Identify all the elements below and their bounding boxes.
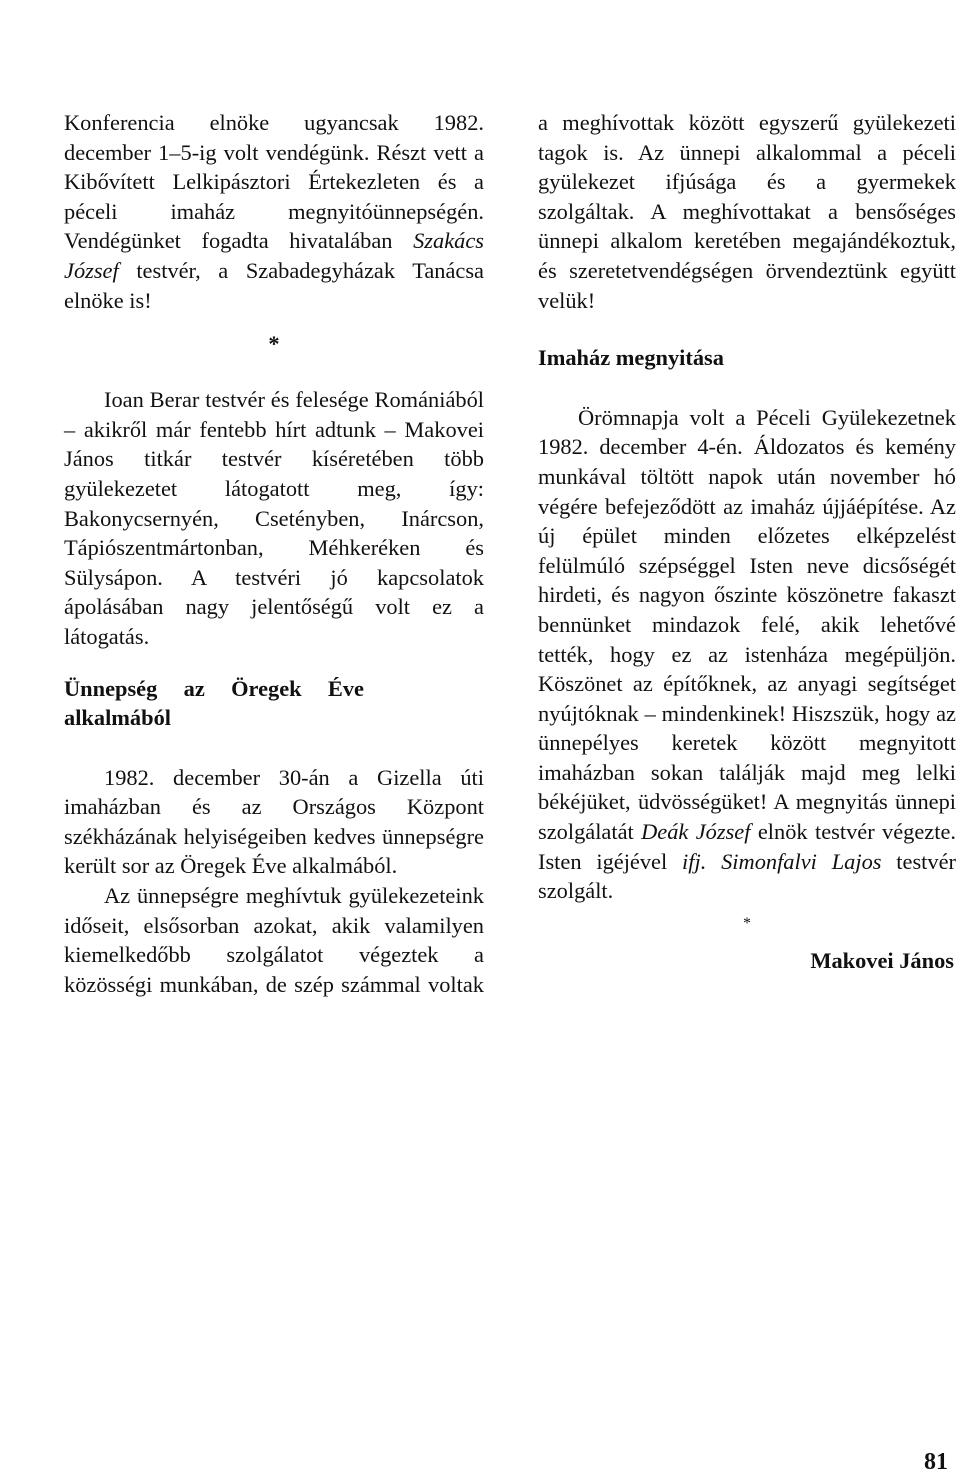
officiant-name: Deák József xyxy=(641,819,751,845)
heading-elderly-celebration: Ünnepség az Öregek Éve alkalmából xyxy=(64,675,364,731)
opening-paragraph xyxy=(538,403,956,906)
heading-prayer-house-opening: Imaház megnyitása xyxy=(538,345,724,371)
event-paragraph-2: Az ünnepségre meghívtuk gyülekezeteink időseit, elsősorban azokat, akik valamilyen kiemelkedőbb szolgálatot végeztek a közösségi munkában, de szép számmal voltak xyxy=(64,883,484,997)
continuation-paragraph: a meghívottak között egyszerű gyülekezeti tagok is. Az ünnepi alkalommal a péceli gyülekezet ifjúsága és a gyermekek szolgáltak. A meghívottakat a bensőséges ünnepi alkalom keretében megajándékoztuk, és szeretetvendégségen örvendeztünk együtt velük! xyxy=(538,110,956,313)
author-signature: Makovei János xyxy=(810,947,954,973)
section-separator: * xyxy=(268,331,280,357)
intro-name: Szakács József xyxy=(64,228,484,283)
page-number: 81 xyxy=(924,1449,948,1475)
left-column xyxy=(64,108,484,999)
intro-text-2: testvér, a Szabadegyházak Tanácsa elnöke is! xyxy=(64,257,484,313)
opening-text-1: Örömnapja volt a Péceli Gyülekezetnek 1982. december 4-én. Áldozatos és kemény munkával töltött napok után november hó végére befejeződött az imaház újjáépítése. Az új épület minden előzetes elképzelést felülmúló szépséggel Isten neve dicsőségét hirdeti, és nagyon őszinte köszönetre fakaszt bennünket mindazok felé, akik lehetővé tették, hogy ez az istenháza megépüljön. Köszönet az építőknek, az anyagi segítséget nyújtóknak – mindenkinek! Hiszszük, hogy az ünnepélyes keretek között megnyitott imaházban sokan találják majd meg lelki békéjüket, üdvösségüket! A megnyitás ünnepi szolgálatát xyxy=(538,404,956,845)
intro-paragraph xyxy=(64,108,484,315)
event-paragraph-1: 1982. december 30-án a Gizella úti imaházban és az Országos Központ székházának helyiségeiben kedves ünnepségre került sor az Öregek Éve alkalmából. xyxy=(64,764,484,879)
opening-text-3: testvér szolgált. xyxy=(538,848,956,904)
opening-text-2: elnök testvér végezte. Isten igéjével xyxy=(538,819,956,874)
berar-paragraph: Ioan Berar testvér és felesége Romániából – akikről már fentebb hírt adtunk – Makovei János titkár testvér kíséretében több gyülekezetet látogatott meg, így: Bakonycsernyén, Csetényben, Inárcson, Tápiószentmártonban, Méhkeréken és Sülysápon. A testvéri jó kapcsolatok ápolásában nagy jelentőségű volt ez a látogatás. xyxy=(64,387,484,649)
intro-text-1: Konferencia elnöke ugyancsak 1982. december 1–5-ig volt vendégünk. Részt vett a Kibővített Lelkipásztori Értekezleten és a péceli imaház megnyitóünnepségén. Vendégünket fogadta hivatalában xyxy=(64,110,484,254)
end-mark: * xyxy=(743,914,751,932)
preacher-name: ifj. Simonfalvi Lajos xyxy=(682,848,882,874)
right-column xyxy=(538,108,956,975)
